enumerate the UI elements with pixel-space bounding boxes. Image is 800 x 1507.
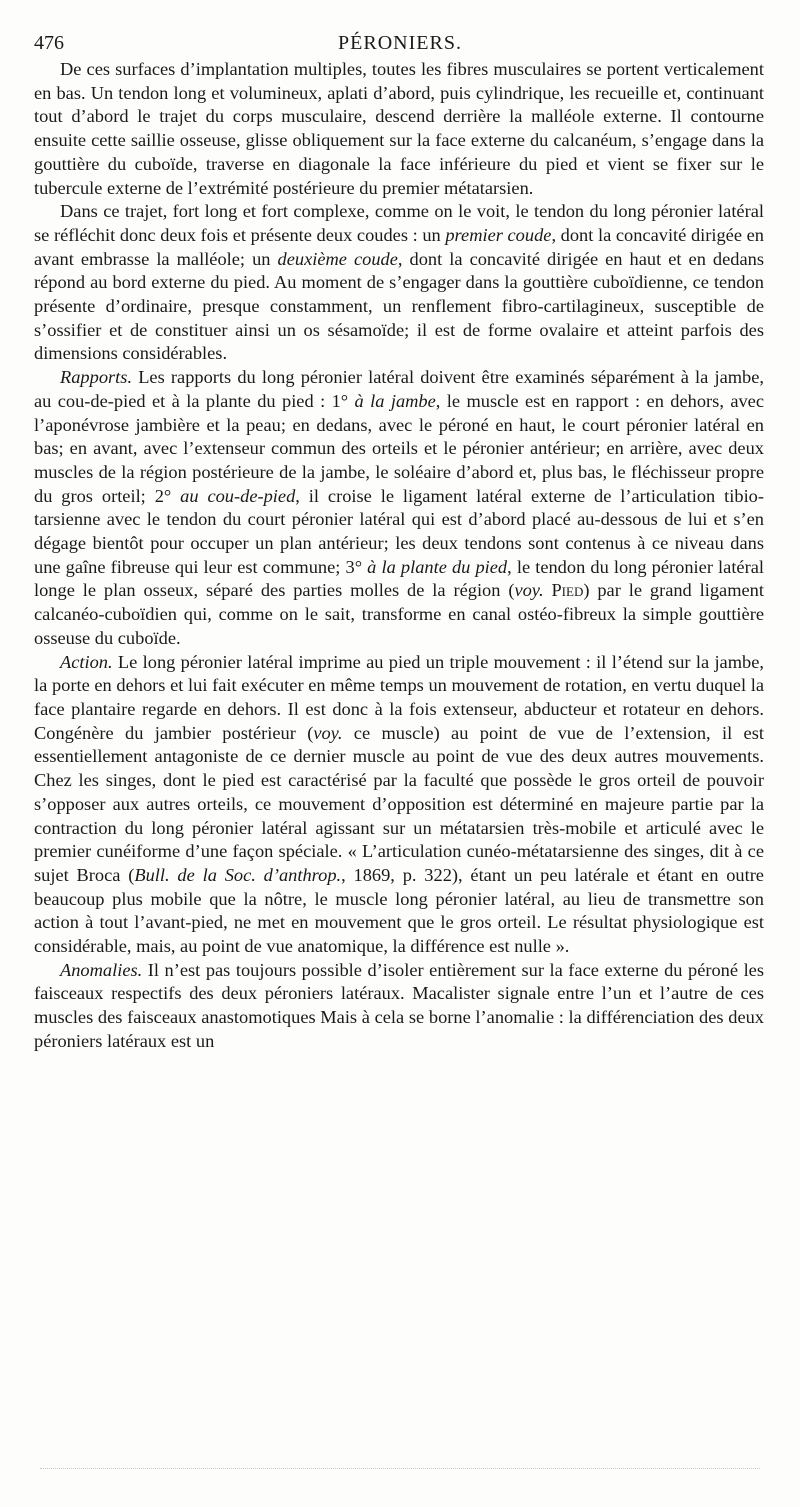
body-text xyxy=(34,58,764,1054)
page-bottom-rule xyxy=(40,1468,760,1469)
text-run: Il n’est pas toujours possible d’isoler entièrement sur la face externe du péroné les faisceaux respectifs des deux péroniers latéraux. Macalister signale entre l’un et l’autre de ces muscles des faisceaux anastomotiques Mais à cela se borne l’anomalie : la différenciation des deux péroniers latéraux est un xyxy=(34,959,764,1051)
italic-text: à la jambe xyxy=(354,390,436,411)
italic-text: Rapports. xyxy=(60,367,133,388)
italic-text: Bull. de la Soc. d’anthrop. xyxy=(134,864,342,885)
italic-text: premier coude xyxy=(445,224,552,245)
italic-text: voy. xyxy=(313,722,343,743)
text-run: Le long péronier latéral imprime au pied un triple mouvement : il l’étend sur la jambe, la porte en dehors et lui fait exécuter en même temps un mouvement de rotation, en vertu duquel la face plantaire regarde en dehors. Il est donc à la fois extenseur, abducteur et rotateur en dehors. Congénère du jambier postérieur ( xyxy=(34,651,764,743)
text-run: ce muscle) au point de vue de l’extension, il est essentiellement antagoniste de ce dernier muscle au point de vue des deux autres mouvements. Chez les singes, dont le pied est caractérisé par la faculté que possède le gros orteil de pouvoir s’opposer aux autres orteils, ce mouvement d’opposition est déterminé en majeure partie par la contraction du long péronier latéral agissant sur un métatarsien très-mobile et articulé avec le premier cunéiforme d’une façon spéciale. « L’articulation cunéo-métatarsienne des singes, dit à ce sujet Broca ( xyxy=(34,722,764,885)
italic-text: Anomalies. xyxy=(60,959,143,980)
smallcaps-text: Pied xyxy=(551,580,584,601)
paragraph xyxy=(34,58,764,200)
italic-text: à la plante du pied xyxy=(367,556,508,577)
paragraph xyxy=(34,651,764,959)
page-number: 476 xyxy=(34,32,64,54)
text-run: , dont la concavité dirigée en avant embrasse la malléole; un xyxy=(34,224,764,269)
text-run: ) par le grand ligament calcanéo-cuboïdien qui, comme on le sait, transforme en canal ostéo-fibreux la simple gouttière osseuse du cuboïde. xyxy=(34,580,764,648)
running-title: PÉRONIERS. xyxy=(338,32,462,54)
text-run: , le muscle est en rapport : en dehors, avec l’aponévrose jambière et la peau; en dedans, avec le péroné en haut, le court péronier latéral en bas; en avant, avec l’extenseur commun des orteils et le péronier antérieur; en arrière, avec deux muscles de la région postérieure de la jambe, le soléaire d’abord et, plus bas, le fléchisseur propre du gros orteil; 2° xyxy=(34,390,765,506)
italic-text: voy. xyxy=(514,580,544,601)
text-run: , dont la concavité dirigée en haut et en dedans répond au bord externe du pied. Au moment de s’engager dans la gouttière cuboïdienne, ce tendon présente d’ordinaire, presque constamment, un renflement fibro-cartilagineux, susceptible de s’ossifier et de constituer ainsi un os sésamoïde; il est de forme ovalaire et atteint parfois des dimensions considérables. xyxy=(34,248,764,364)
text-run: , le tendon du long péronier latéral longe le plan osseux, séparé des parties molles de la région ( xyxy=(34,556,764,601)
text-run: De ces surfaces d’implantation multiples, toutes les fibres musculaires se portent verticalement en bas. Un tendon long et volumineux, aplati d’abord, puis cylindrique, les recueille et, continuant tout d’abord le trajet du corps musculaire, descend derrière la malléole externe. Il contourne ensuite cette saillie osseuse, glisse obliquement sur la face externe du calcanéum, s’engage dans la gouttière du cuboïde, traverse en diagonale la face inférieure du pied et vient se fixer sur le tubercule externe de l’extrémité postérieure du premier métatarsien. xyxy=(34,59,764,198)
text-run: Dans ce trajet, fort long et fort complexe, comme on le voit, le tendon du long péronier latéral se réfléchit donc deux fois et présente deux coudes : un xyxy=(34,201,764,245)
paragraph xyxy=(34,200,764,366)
text-run: Les rapports du long péronier latéral doivent être examinés séparément à la jambe, au cou-de-pied et à la plante du pied : 1° xyxy=(34,367,764,411)
italic-text: deuxième coude xyxy=(277,248,398,269)
italic-text: au cou-de-pied xyxy=(180,485,296,506)
paragraph xyxy=(34,959,764,1054)
paragraph xyxy=(34,366,764,650)
running-head xyxy=(34,30,766,56)
text-run: , 1869, p. 322), étant un peu latérale et étant en outre beaucoup plus mobile que la nôtre, le muscle long péronier latéral, au lieu de transmettre son action à tout l’avant-pied, ne met en mouvement que le gros orteil. Le résultat physiologique est considérable, mais, au point de vue anatomique, la différence est nulle ». xyxy=(34,864,764,957)
italic-text: Action. xyxy=(60,651,113,672)
text-run: , il croise le ligament latéral externe de l’articulation tibio-tarsienne avec le tendon du court péronier latéral qui est d’abord placé au-dessous de lui et s’en dégage bientôt pour occuper un plan antérieur; les deux tendons sont contenus à ce niveau dans une gaîne fibreuse qui leur est commune; 3° xyxy=(34,485,764,577)
